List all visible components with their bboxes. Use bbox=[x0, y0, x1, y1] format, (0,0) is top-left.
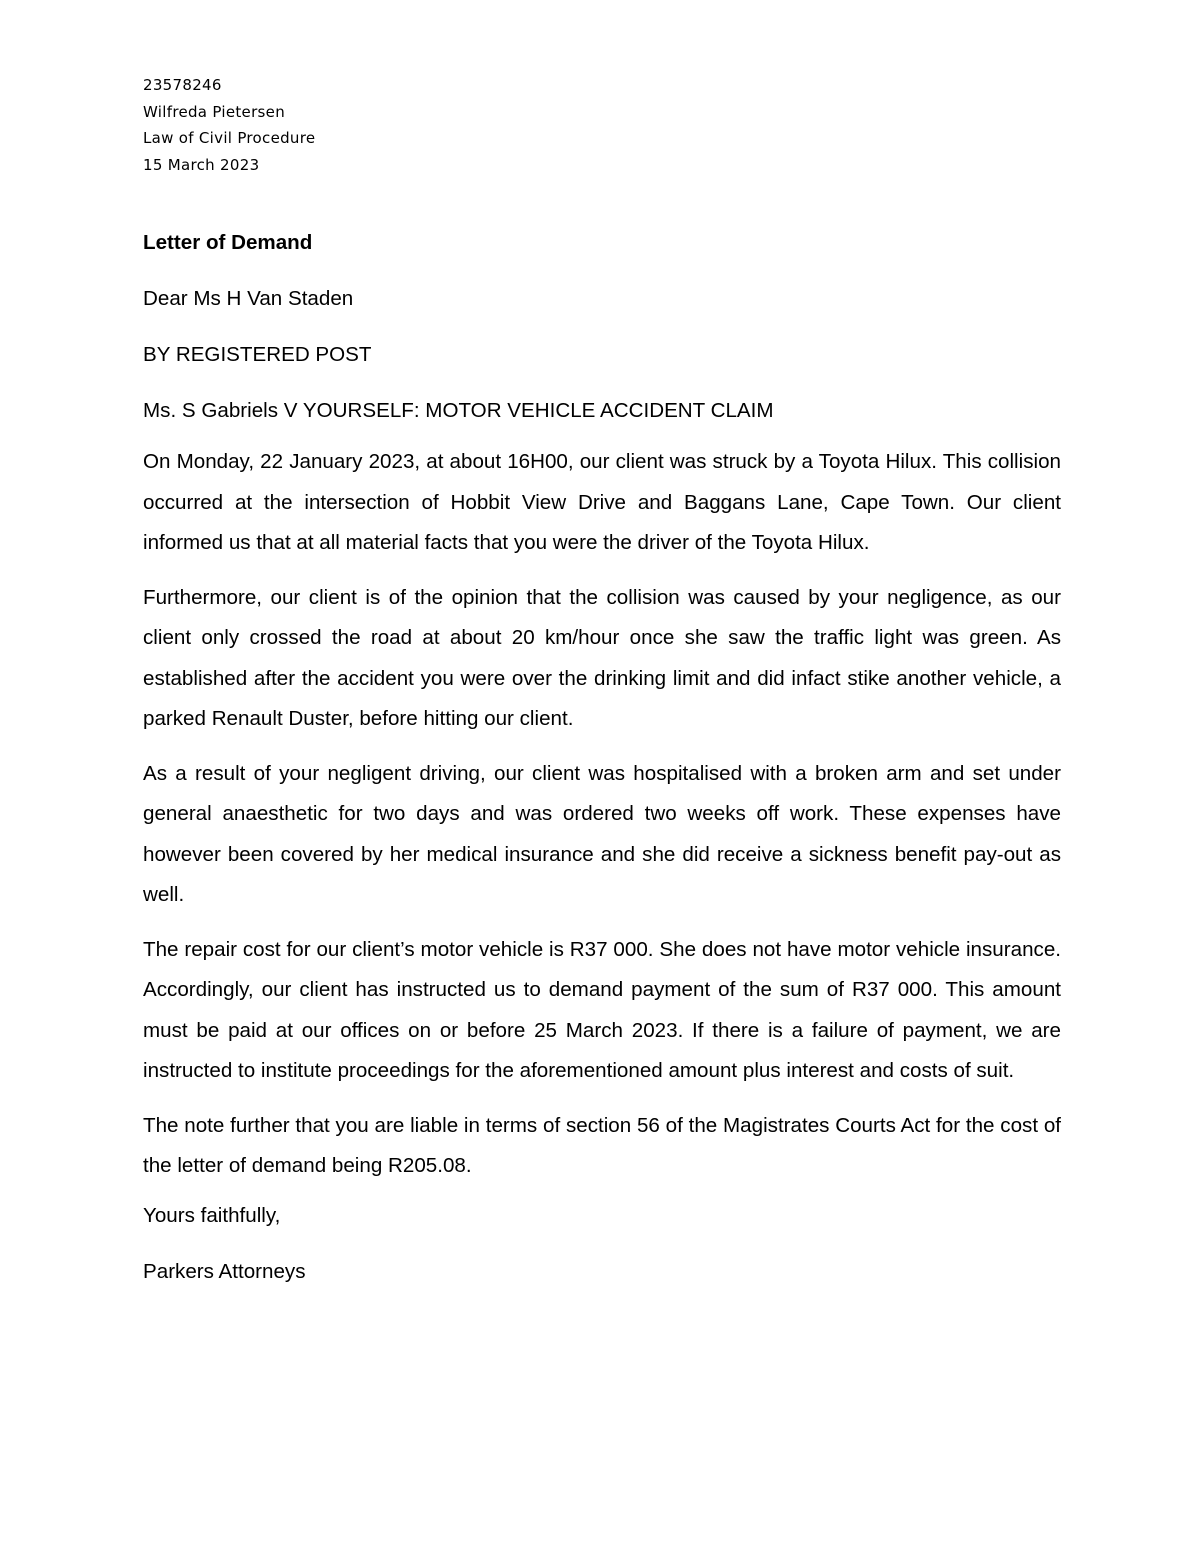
course-name: Law of Civil Procedure bbox=[143, 129, 316, 147]
letter-title: Letter of Demand bbox=[143, 231, 313, 254]
paragraph-accident: On Monday, 22 January 2023, at about 16H00, our client was struck by a Toyota Hilux. This collision occurred at the intersection of Hobbit View Drive and Baggans Lane, Cape Town. Our client informed us that at all material facts that you were the driver of the Toyota Hilux. bbox=[143, 450, 1061, 554]
salutation: Dear Ms H Van Staden bbox=[143, 287, 354, 310]
delivery-method: BY REGISTERED POST bbox=[143, 343, 372, 366]
student-name: Wilfreda Pietersen bbox=[143, 102, 286, 121]
subject-line: Ms. S Gabriels V YOURSELF: MOTOR VEHICLE ACCIDENT CLAIM bbox=[143, 399, 774, 422]
paragraph-demand: The repair cost for our client’s motor vehicle is R37 000. She does not have motor vehicle insurance. Accordingly, our client has instructed us to demand payment of the sum of R37 000. This amount must be paid at our offices on or before 25 March 2023. If there is a failure of payment, we are instructed to institute proceedings for the aforementioned amount plus interest and costs of suit. bbox=[143, 937, 1061, 1082]
paragraph-costs: The note further that you are liable in terms of section 56 of the Magistrates Courts Act for the cost of the letter of demand being R205.08. bbox=[143, 1113, 1061, 1177]
signature: Parkers Attorneys bbox=[143, 1259, 306, 1283]
closing: Yours faithfully, bbox=[143, 1203, 281, 1227]
paragraph-negligence: Furthermore, our client is of the opinion that the collision was caused by your negligence, as our client only crossed the road at about 20 km/hour once she saw the traffic light was green. As established after the accident you were over the drinking limit and did infact stike another vehicle, a parked Renault Duster, before hitting our client. bbox=[143, 585, 1061, 730]
student-header bbox=[143, 72, 315, 178]
paragraph-injuries: As a result of your negligent driving, our client was hospitalised with a broken arm and set under general anaesthetic for two days and was ordered two weeks off work. These expenses have however been covered by her medical insurance and she did receive a sickness benefit pay-out as well. bbox=[143, 761, 1061, 906]
letter-body bbox=[143, 228, 1061, 1287]
document-date: 15 March 2023 bbox=[143, 155, 260, 174]
student-number: 23578246 bbox=[143, 76, 222, 94]
